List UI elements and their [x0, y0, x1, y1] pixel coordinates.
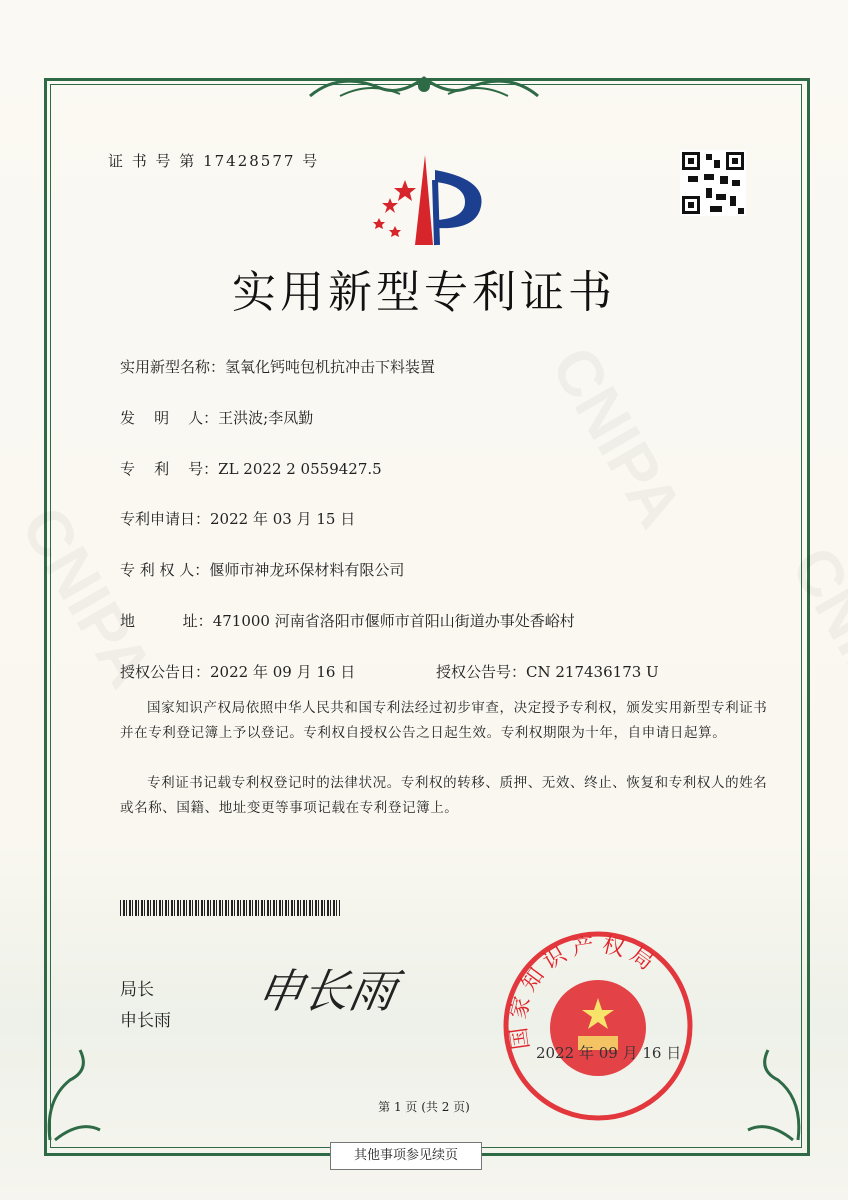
seal-text: 国家知识产权局: [505, 932, 663, 1051]
field-publication-number: 授权公告号：CN 217436173 U: [436, 663, 659, 681]
signatory-name: 申长雨: [120, 1011, 171, 1031]
continued-note: 其他事项参见续页: [330, 1142, 482, 1170]
field-patent-number: 专 利 号：ZL 2022 2 0559427.5: [120, 460, 382, 478]
official-seal: [500, 928, 696, 1124]
corner-ornament-left: [40, 1040, 110, 1150]
top-ornament: [300, 66, 548, 106]
qr-code: [680, 150, 746, 216]
paragraph-grant: 国家知识产权局依照中华人民共和国专利法经过初步审查，决定授予专利权，颁发实用新型专利证书并在专利登记簿上予以登记。专利权自授权公告之日起生效。专利权期限为十年，自申请日起算。: [120, 700, 768, 741]
certificate-title: 实用新型专利证书: [232, 267, 616, 318]
field-filing-date: 专利申请日：2022 年 03 月 15 日: [120, 510, 356, 528]
paragraph-legal-status: 专利证书记载专利权登记时的法律状况。专利权的转移、质押、无效、终止、恢复和专利权人的姓名或名称、国籍、地址变更等事项记载在专利登记簿上。: [120, 775, 768, 816]
cnipa-logo-icon: [365, 150, 490, 250]
field-grant-date: 授权公告日：2022 年 09 月 16 日: [120, 663, 356, 681]
seal-date: 2022 年 09 月 16 日: [536, 1044, 682, 1062]
field-utility-model-name: 实用新型名称：氢氧化钙吨包机抗冲击下料装置: [120, 358, 436, 376]
field-patentee: 专 利 权 人：偃师市神龙环保材料有限公司: [120, 561, 405, 579]
barcode: [120, 900, 340, 916]
signature: 申长雨: [252, 964, 401, 1018]
page-info: 第 1 页 (共 2 页): [378, 1100, 470, 1114]
certificate-number: 证 书 号 第 17428577 号: [108, 152, 320, 170]
field-inventors: 发 明 人：王洪波;李凤勤: [120, 409, 314, 427]
field-address: 地 址：471000 河南省洛阳市偃师市首阳山街道办事处香峪村: [120, 612, 575, 630]
corner-ornament-right: [738, 1040, 808, 1150]
signatory-title: 局长: [120, 980, 154, 1000]
